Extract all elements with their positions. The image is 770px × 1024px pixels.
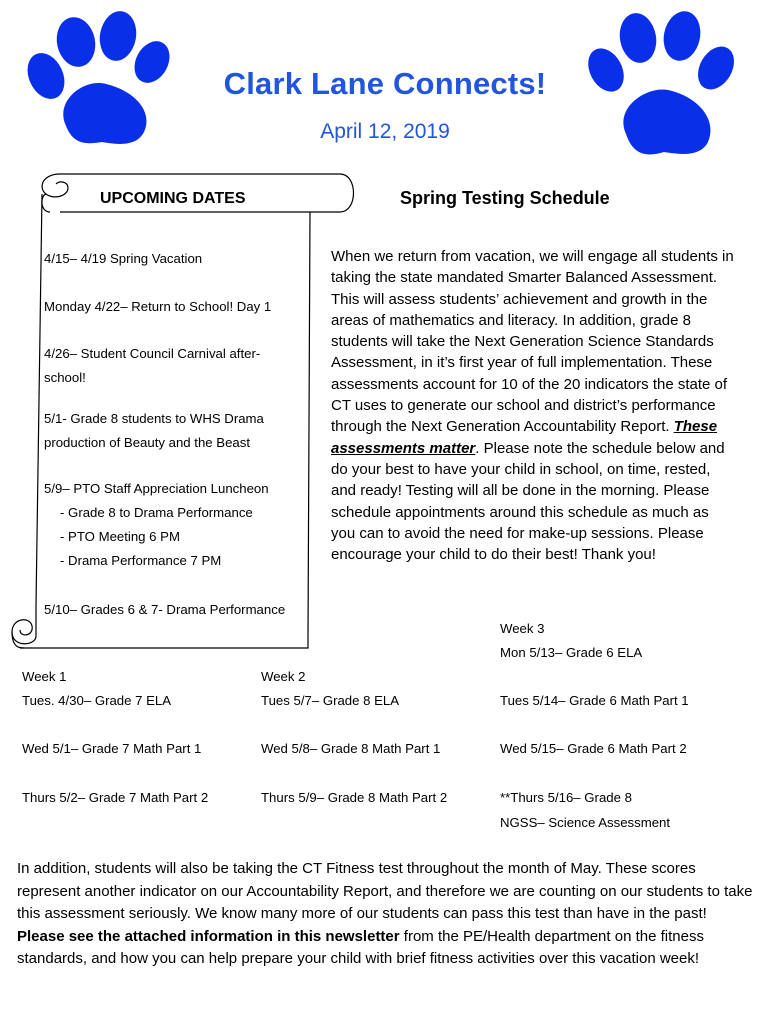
event-spring-vacation: 4/15– 4/19 Spring Vacation — [44, 251, 203, 266]
attached-info-note: Please see the attached information in this newsletter — [17, 927, 400, 945]
week2-label: Week 2 — [261, 669, 306, 684]
sub-item-pto-meeting: - PTO Meeting 6 PM — [60, 529, 180, 544]
week2-item-3: Thurs 5/9– Grade 8 Math Part 2 — [261, 790, 448, 805]
week3-item-1: Mon 5/13– Grade 6 ELA — [500, 645, 643, 660]
newsletter-date: April 12, 2019 — [320, 120, 450, 143]
event-whs-drama: 5/1- Grade 8 students to WHS Drama production of Beauty and the Beast — [44, 411, 264, 450]
upcoming-dates-heading: UPCOMING DATES — [100, 190, 246, 207]
page-title: Clark Lane Connects! — [223, 66, 547, 101]
week1-item-1: Tues. 4/30– Grade 7 ELA — [22, 693, 172, 708]
week2-item-1: Tues 5/7– Grade 8 ELA — [261, 693, 400, 708]
week1-item-3: Thurs 5/2– Grade 7 Math Part 2 — [22, 790, 209, 805]
testing-intro-paragraph: When we return from vacation, we will engage all students in taking the state mandated Smarter Balanced Assessment. This will assess students’ achievement and growth in the areas of mathematics and literacy. In addition, grade 8 students will take the Next Generation Science Standards Assessment, in it’s first year of full implementation. These assessments account for 10 of the 20 indicators the state of CT uses to generate our school and district’s performance through the Next Generation Accountability Report. These assessments matter. Please note the schedule below and do your best to have your child in school, on time, rested, and ready! Testing will all be done in the morning. Please schedule appointments around this schedule as much as you can to avoid the need for make-up sessions. Please encourage your child to do their best! Thank you! — [331, 248, 734, 564]
event-pto-luncheon: 5/9– PTO Staff Appreciation Luncheon — [44, 481, 269, 496]
event-grades-6-7-drama: 5/10– Grades 6 & 7- Drama Performance — [44, 602, 286, 617]
week3-item-5: NGSS– Science Assessment — [500, 815, 671, 830]
emphasis-text: These assessments matter — [331, 418, 718, 457]
week3-item-3: Wed 5/15– Grade 6 Math Part 2 — [500, 741, 687, 756]
week2-item-2: Wed 5/8– Grade 8 Math Part 1 — [261, 741, 441, 756]
sub-item-drama-performance: - Grade 8 to Drama Performance — [60, 505, 253, 520]
week1-item-2: Wed 5/1– Grade 7 Math Part 1 — [22, 741, 202, 756]
event-return-to-school: Monday 4/22– Return to School! Day 1 — [44, 299, 272, 314]
sub-item-drama-7pm: - Drama Performance 7 PM — [60, 553, 222, 568]
week3-item-2: Tues 5/14– Grade 6 Math Part 1 — [500, 693, 689, 708]
fitness-test-paragraph: In addition, students will also be taking the CT Fitness test throughout the month of May. These scores represent another indicator on our Accountability Report, and therefore we are counting on our students to take this assessment seriously. We know many more of our students can pass this test than have in the past! Please see the attached information in this newsletter from the PE/Health department on the fitness standards, and how you can help prepare your child with brief fitness activities over this vacation week! — [17, 860, 753, 967]
spring-testing-heading: Spring Testing Schedule — [400, 188, 610, 208]
event-student-council-carnival: 4/26– Student Council Carnival after- school! — [44, 346, 261, 385]
week1-label: Week 1 — [22, 669, 67, 684]
week3-item-4: **Thurs 5/16– Grade 8 — [500, 790, 632, 805]
week3-label: Week 3 — [500, 621, 545, 636]
